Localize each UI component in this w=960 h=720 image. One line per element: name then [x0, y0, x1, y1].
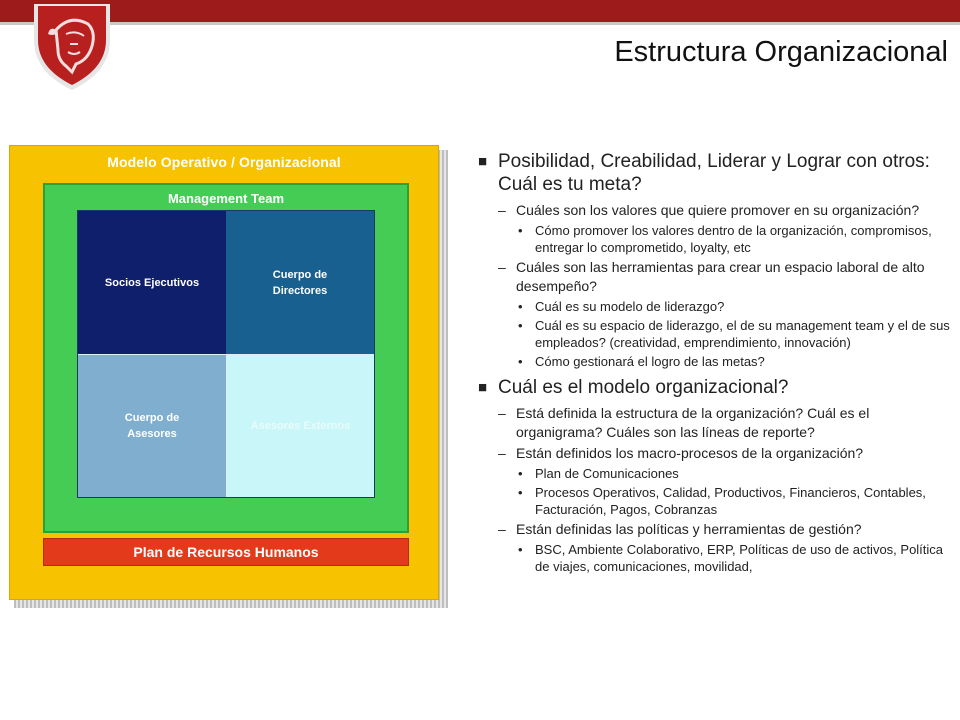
asesores-externos-cell [226, 354, 374, 497]
bullet-level3 [478, 222, 956, 256]
bullet-text: Cuál es el modelo organizacional? [498, 377, 789, 398]
bullet-level2 [478, 404, 956, 442]
dash-bullet-icon: – [498, 445, 506, 461]
dot-bullet-icon: • [518, 223, 523, 238]
operating-model-box [9, 145, 439, 600]
bullet-level2 [478, 520, 956, 539]
dot-bullet-icon: • [518, 318, 523, 333]
bullet-level2 [478, 201, 956, 220]
operating-model-label: Modelo Operativo / Organizacional [107, 154, 341, 170]
bullet-text: Cuáles son las herramientas para crear un espacio laboral de alto desempeño? [516, 259, 925, 294]
dot-bullet-icon: • [518, 542, 523, 557]
dash-bullet-icon: – [498, 202, 506, 218]
team-grid [77, 210, 375, 498]
cell-label-line1: Cuerpo de [272, 268, 328, 281]
bullet-text: Procesos Operativos, Calidad, Productivos, Financieros, Contables, Facturación, Pagos, Cobranzas [535, 485, 926, 517]
bullet-text: Están definidos los macro-procesos de la organización? [516, 445, 864, 461]
cell-label-line2: Directores [272, 284, 328, 297]
dash-bullet-icon: – [498, 405, 506, 421]
cell-label-line2: Asesores [127, 428, 177, 440]
socios-ejecutivos-cell [78, 211, 226, 354]
bullet-level3 [478, 353, 956, 370]
bullet-text: Están definidas las políticas y herramientas de gestión? [516, 521, 862, 537]
bullet-level3 [478, 484, 956, 518]
dash-bullet-icon: – [498, 521, 506, 537]
dot-bullet-icon: • [518, 299, 523, 314]
bullet-text: Cómo promover los valores dentro de la organización, compromisos, entregar lo comprometido, loyalty, etc [535, 223, 932, 255]
cuerpo-asesores-cell [78, 354, 226, 497]
bullet-level3 [478, 541, 956, 575]
square-bullet-icon: ■ [478, 379, 488, 396]
bullet-level3 [478, 317, 956, 351]
cell-label-line1: Cuerpo de [124, 412, 180, 424]
bullet-text: Posibilidad, Creabilidad, Liderar y Lograr con otros: Cuál es tu meta? [498, 151, 930, 195]
bullet-level1 [478, 150, 956, 196]
bullet-text: Plan de Comunicaciones [535, 466, 679, 481]
bullet-text: Está definida la estructura de la organización? Cuál es el organigrama? Cuáles son las líneas de reporte? [516, 405, 870, 440]
management-team-box [43, 183, 409, 533]
dot-bullet-icon: • [518, 354, 523, 369]
dot-bullet-icon: • [518, 466, 523, 481]
plan-recursos-humanos-bar: Plan de Recursos Humanos [43, 538, 409, 566]
bullet-level1 [478, 376, 956, 399]
header-bar [0, 0, 960, 24]
bullet-text: Cómo gestionará el logro de las metas? [535, 354, 765, 369]
bullet-level3 [478, 298, 956, 315]
bullet-list [478, 150, 956, 577]
cell-label: Asesores Externos [250, 420, 351, 432]
header-divider [0, 22, 960, 25]
bullet-text: Cuál es su espacio de liderazgo, el de su management team y el de sus empleados? (creatividad, emprendimiento, innovación) [535, 318, 950, 350]
bullet-level3 [478, 465, 956, 482]
bullet-level2 [478, 258, 956, 296]
square-bullet-icon: ■ [478, 153, 488, 170]
helmet-shield-logo-icon [26, 0, 118, 92]
dash-bullet-icon: – [498, 259, 506, 275]
bullet-text: BSC, Ambiente Colaborativo, ERP, Políticas de uso de activos, Política de viajes, comunicaciones, movilidad, [535, 542, 944, 574]
management-team-label: Management Team [167, 191, 285, 206]
cuerpo-directores-cell [226, 211, 374, 354]
bullet-text: Cuáles son los valores que quiere promover en su organización? [516, 202, 920, 218]
page-title: Estructura Organizacional [614, 36, 948, 68]
bullet-text: Cuál es su modelo de liderazgo? [535, 299, 725, 314]
cell-label: Socios Ejecutivos [104, 276, 200, 289]
bullet-level2 [478, 444, 956, 463]
dot-bullet-icon: • [518, 485, 523, 500]
